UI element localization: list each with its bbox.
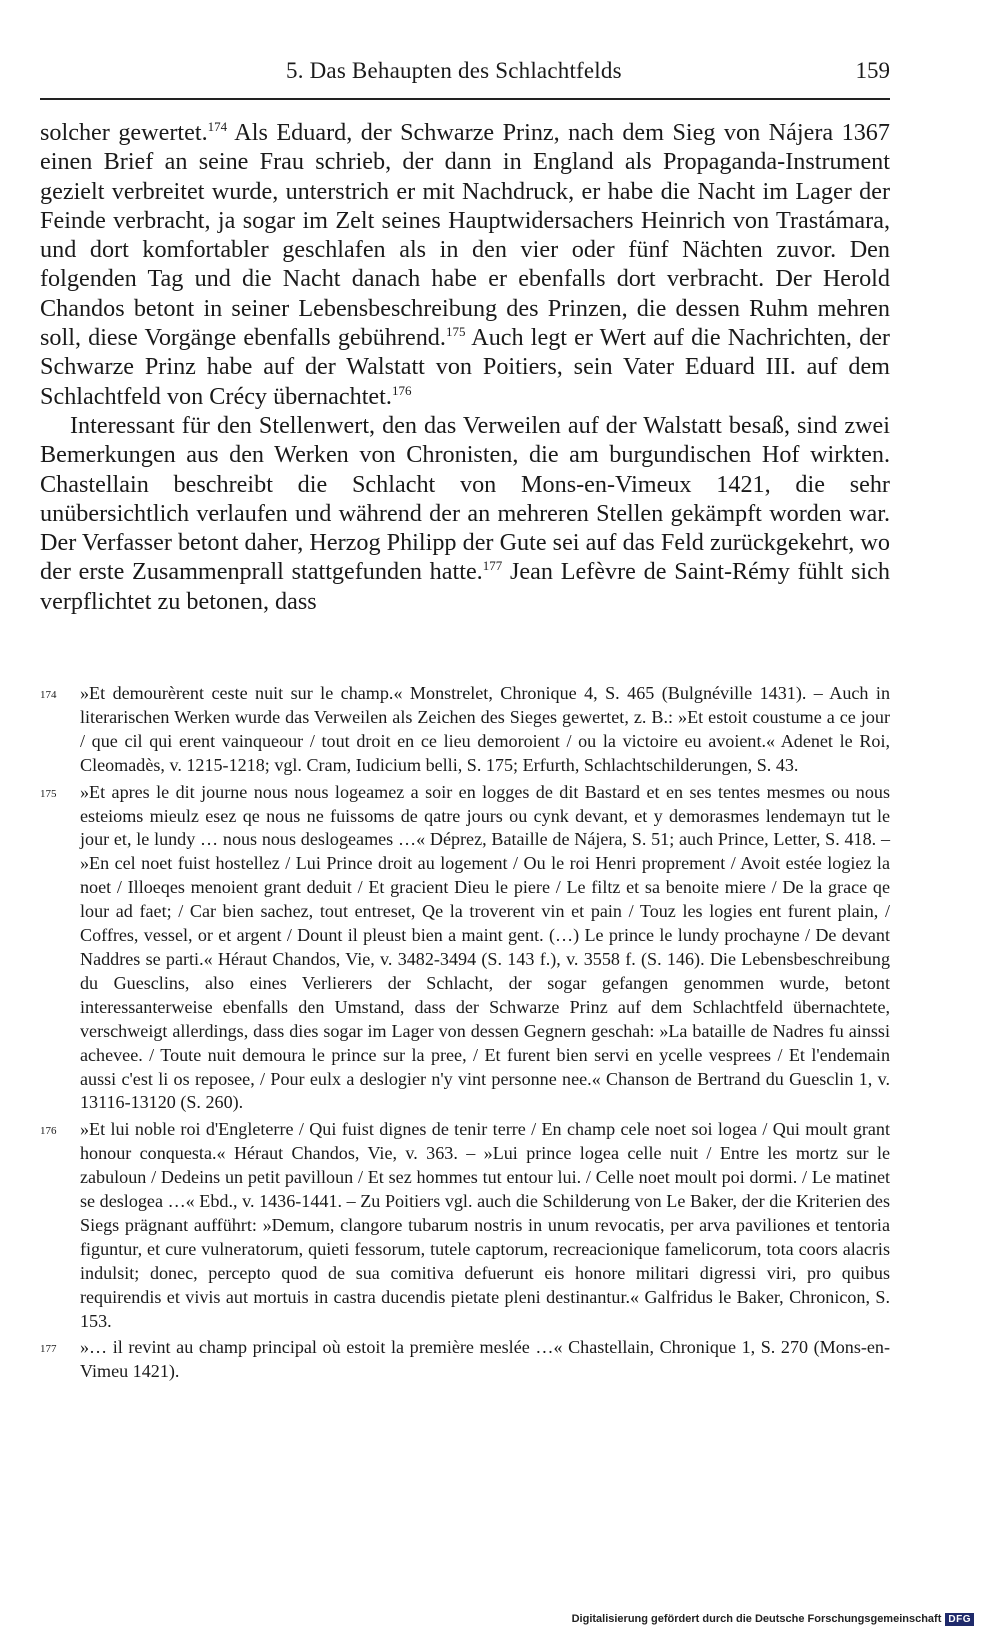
footnotes [40,682,890,1387]
footnote [40,682,890,778]
page-header [40,58,890,100]
footnote-text: »Et lui noble roi d'Engleterre / Qui fuist dignes de tenir terre / En champ cele noet soi logea / Qui moult grant honour conquesta.« Héraut Chandos, Vie, v. 363. – »Lui prince logea celle nuit / Entre les mortz sur le zabuloun / Dedeins un petit pavilloun / Et sez hommes tut entour lui. / Celle noet moult poi dormi. / Le matinet se deslogea …« Ebd., v. 1436-1441. – Zu Poitiers vgl. auch die Schilderung von Le Baker, der die Kriterien des Siegs prägnant aufführt: »Demum, clangore tubarum nostris in unum revocatis, per arva paviliones et tentoria figuntur, et cure vulneratorum, quieti fessorum, tutele captorum, recreacionique famelicorum, tota coors alacris indulsit; donec, percepto quod de sua comitiva defuerunt eis honore militari digressi viri, pro quibus requirendis et vivis aut mortuis in castra ducendis pietate pleni destinantur.« Galfridus le Baker, Chronicon, S. 153. [80,1119,890,1331]
text-run: Interessant für den Stellenwert, den das Verweilen auf der Walstatt besaß, sind zwei Bemerkungen aus den Werken von Chronisten, die am burgundischen Hof wirkten. Chastellain beschreibt die Schlacht von Mons-en-Vimeux 1421, die sehr unübersichtlich verlaufen und während der an mehreren Stellen gekämpft worden war. Der Verfasser betont daher, Herzog Philipp der Gute sei auf das Feld zurückgekehrt, wo der erste Zusammenprall stattgefunden hatte. [40,411,890,586]
digitization-footer [572,1609,974,1629]
footnote-text: »… il revint au champ principal où estoit la première meslée …« Chastellain, Chronique 1, S. 270 (Mons-en-Vimeu 1421). [80,1337,890,1382]
main-text [40,118,890,616]
dfg-logo: DFG [945,1613,974,1626]
funding-note: Digitalisierung gefördert durch die Deutsche Forschungsgemeinschaft [571,1613,942,1625]
footnote [40,781,890,1116]
footnote [40,1336,890,1384]
footnote-number: 177 [40,1343,57,1356]
footnote-marker[interactable]: 174 [207,119,228,134]
text-run: Als Eduard, der Schwarze Prinz, nach dem Sieg von Nájera 1367 einen Brief an seine Frau schrieb, der dann in England als Propaganda-Instrument gezielt verbreitet wurde, unterstrich er mit Nachdruck, er habe die Nacht im Lager der Feinde verbracht, ja sogar im Zelt seines Hauptwidersachers Heinrich von Trastámara, und dort komfortabler geschlafen als in den vier oder fünf Nächten zuvor. Den folgenden Tag und die Nacht danach habe er ebenfalls dort verbracht. Der Herold Chandos betont in seiner Lebensbeschreibung des Prinzen, die dessen Ruhm mehren soll, diese Vorgänge ebenfalls gebührend. [40,119,890,352]
paragraph [40,411,890,616]
footnote-marker[interactable]: 177 [482,558,503,574]
footnote-text: »Et apres le dit journe nous nous logeamez a soir en logges de dit Bastard et en ses tentes mesmes ou nous esteioms mieulz esez qe nous ne fuissoms de qatre jours ou cynk devant, et y demorasmes lendemayn tut le jour et, le lundy … nous nous deslogeames …« Déprez, Bataille de Nájera, S. 51; auch Prince, Letter, S. 418. – »En cel noet fuist hostellez / Lui Prince droit au logement / Ou le roi Henri proprement / Avoit estée logiez la noet / Illoeqes menoient grant deduit / Et gracient Dieu le piere / Le filtz et sa benoite miere / De la grace qe lour ad faet; / Car bien sachez, tout entreset, Qe la troverent vin et pain / Touz les logies ent furent plain, / Coffres, vessel, or et argent / Dount il pleust bien a maint gent. (…) Le prince le lundy prochayne / De devant Naddres se parti.« Héraut Chandos, Vie, v. 3482-3494 (S. 143 f.), v. 3558 f. (S. 146). Die Lebensbeschreibung du Guesclins, also eines Verlierers der Schlacht, der sogar gefangen genommen wurde, betont interessanterweise ebenfalls den Umstand, dass der Schwarze Prinz auf dem Schlachtfeld übernachtete, verschweigt allerdings, dass dies sogar im Lager von dessen Gegnern geschah: »La bataille de Nadres fu ainssi achevee. / Toute nuit demoura le prince sur la pree, / Et furent bien servi en ycelle vesprees / Et l'endemain aussi c'est li os reposee, / Pour eulx a deslogier n'y vint personne nee.« Chanson de Bertrand du Guesclin 1, v. 13116-13120 (S. 260). [80,781,890,1113]
page-number: 159 [855,58,890,83]
footnote-number: 176 [40,1125,57,1138]
footnote-marker[interactable]: 175 [445,324,466,340]
running-title: 5. Das Behaupten des Schlachtfelds [286,58,622,83]
text-run: solcher gewertet. [40,119,208,146]
footnote-number: 174 [40,689,57,701]
footnote [40,1118,890,1333]
text-run: Jean Lefèvre de Saint-Rémy fühlt sich verpflichtet zu betonen, dass [40,558,890,615]
paragraph [40,118,890,411]
footnote-marker[interactable]: 176 [391,382,412,398]
text-run: Auch legt er Wert auf die Nachrichten, der Schwarze Prinz habe auf der Walstatt von Poitiers, sein Vater Eduard III. auf dem Schlachtfeld von Crécy übernachtet. [40,324,890,410]
footnote-number: 175 [40,787,57,800]
footnote-text: »Et demourèrent ceste nuit sur le champ.« Monstrelet, Chronique 4, S. 465 (Bulgnéville 1431). – Auch in literarischen Werken wurde das Verweilen als Zeichen des Sieges gewertet, z. B.: »Et estoit coustume a ce jour / que cil qui erent vainqueour / tout droit en ce lieu demoroient / ou la victoire eu avoient.« Adenet le Roi, Cleomadès, v. 1215-1218; vgl. Cram, Iudicium belli, S. 175; Erfurth, Schlachtschilderungen, S. 43. [80,683,890,775]
